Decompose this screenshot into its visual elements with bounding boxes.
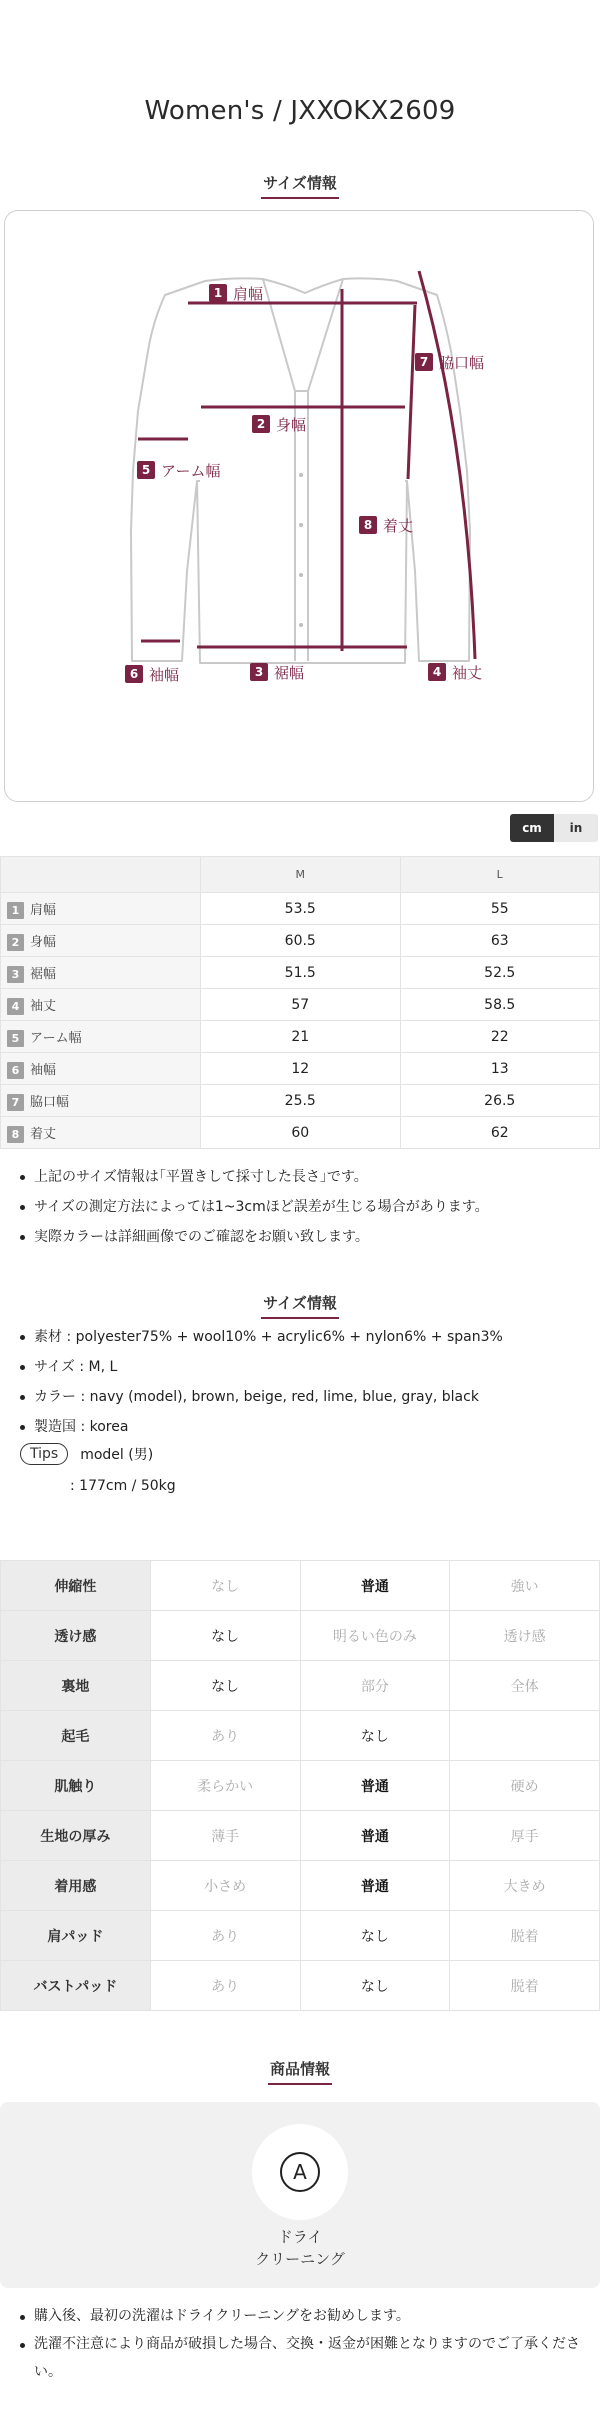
list-item: 実際カラーは詳細画像でのご確認をお願い致します。 <box>16 1222 590 1252</box>
attribute-label: 生地の厚み <box>1 1811 151 1861</box>
size-header-blank <box>1 857 201 893</box>
row-label-text: 袖丈 <box>30 998 57 1014</box>
attribute-option: 大きめ <box>450 1861 600 1911</box>
attribute-option: 柔らかい <box>150 1761 300 1811</box>
origin-item: 製造国 : korea <box>16 1412 590 1442</box>
attribute-row <box>1 1761 600 1811</box>
value-m: 12 <box>201 1053 401 1085</box>
row-label-text: 裾幅 <box>30 966 57 982</box>
value-l: 26.5 <box>400 1085 600 1117</box>
diagram-label-1: 肩幅 <box>233 285 264 303</box>
value-m: 60 <box>201 1117 401 1149</box>
care-label <box>0 2226 600 2270</box>
diagram-label-3: 裾幅 <box>274 664 305 682</box>
care-info-box <box>0 2102 600 2288</box>
attribute-option: 普通 <box>300 1561 450 1611</box>
attribute-label: 起毛 <box>1 1711 151 1761</box>
row-number: 5 <box>7 1030 24 1047</box>
diagram-label-4: 袖丈 <box>452 664 483 682</box>
value-m: 57 <box>201 989 401 1021</box>
colors-item: カラー : navy (model), brown, beige, red, lime, blue, gray, black <box>16 1382 590 1412</box>
attribute-option: なし <box>150 1561 300 1611</box>
attribute-row <box>1 1661 600 1711</box>
diagram-num-7: 7 <box>419 355 429 369</box>
cardigan-diagram <box>5 211 595 803</box>
attribute-option <box>450 1711 600 1761</box>
list-item: サイズの測定方法によっては1~3cmほど誤差が生じる場合があります。 <box>16 1192 590 1222</box>
attribute-label: 裏地 <box>1 1661 151 1711</box>
row-label-text: 袖幅 <box>30 1062 57 1078</box>
row-number: 3 <box>7 966 24 983</box>
size-notes <box>16 1162 590 1252</box>
care-label-line1: ドライ <box>277 2228 323 2246</box>
list-item: 購入後、最初の洗濯はドライクリーニングをお勧めします。 <box>16 2302 590 2330</box>
table-row <box>1 1085 600 1117</box>
table-row <box>1 1117 600 1149</box>
value-l: 62 <box>400 1117 600 1149</box>
list-item: 上記のサイズ情報は｢平置きして採寸した長さ｣です。 <box>16 1162 590 1192</box>
size-header-l: L <box>400 857 600 893</box>
diagram-label-6: 袖幅 <box>149 666 180 684</box>
diagram-num-4: 4 <box>432 665 442 679</box>
row-label-text: アーム幅 <box>30 1030 82 1046</box>
row-label-text: 肩幅 <box>30 902 57 918</box>
tips-row <box>20 1443 153 1465</box>
value-l: 52.5 <box>400 957 600 989</box>
row-label <box>1 893 201 925</box>
care-label-line2: クリーニング <box>255 2250 345 2268</box>
attribute-option: 普通 <box>300 1861 450 1911</box>
value-m: 53.5 <box>201 893 401 925</box>
list-item: 洗濯不注意により商品が破損した場合、交換・返金が困難となりますのでご了承ください。 <box>16 2330 590 2386</box>
table-row <box>1 1053 600 1085</box>
tips-model-measure: : 177cm / 50kg <box>70 1478 176 1494</box>
value-l: 58.5 <box>400 989 600 1021</box>
attribute-option: 強い <box>450 1561 600 1611</box>
unit-cm-button[interactable]: cm <box>510 814 554 842</box>
table-row <box>1 1021 600 1053</box>
attribute-row <box>1 1711 600 1761</box>
attribute-option: 透け感 <box>450 1611 600 1661</box>
value-m: 51.5 <box>201 957 401 989</box>
diagram-label-5: アーム幅 <box>161 462 221 480</box>
attribute-option: あり <box>150 1911 300 1961</box>
value-m: 60.5 <box>201 925 401 957</box>
attribute-row <box>1 1811 600 1861</box>
value-l: 63 <box>400 925 600 957</box>
sizes-item: サイズ : M, L <box>16 1352 590 1382</box>
attribute-option: 部分 <box>300 1661 450 1711</box>
tips-badge: Tips <box>20 1443 68 1465</box>
care-notes <box>16 2302 590 2386</box>
row-label <box>1 1085 201 1117</box>
row-label <box>1 1053 201 1085</box>
diagram-num-3: 3 <box>254 665 264 679</box>
row-label <box>1 1117 201 1149</box>
care-icon-circle <box>252 2124 348 2220</box>
attribute-option: 小さめ <box>150 1861 300 1911</box>
size-table-header <box>1 857 600 893</box>
row-number: 1 <box>7 902 24 919</box>
attribute-label: 着用感 <box>1 1861 151 1911</box>
size-info-heading: サイズ情報 <box>0 1292 600 1319</box>
attribute-option: 厚手 <box>450 1811 600 1861</box>
attribute-row <box>1 1861 600 1911</box>
table-row <box>1 989 600 1021</box>
table-row <box>1 925 600 957</box>
diagram-label-8: 着丈 <box>383 517 414 535</box>
attribute-option: なし <box>300 1911 450 1961</box>
value-l: 22 <box>400 1021 600 1053</box>
size-header-m: M <box>201 857 401 893</box>
diagram-label-7: 脇口幅 <box>439 354 485 372</box>
diagram-num-1: 1 <box>213 286 223 300</box>
row-number: 7 <box>7 1094 24 1111</box>
attribute-option: なし <box>300 1961 450 2011</box>
table-row <box>1 957 600 989</box>
tips-model: model (男) <box>80 1447 154 1463</box>
attribute-row <box>1 1611 600 1661</box>
value-m: 25.5 <box>201 1085 401 1117</box>
diagram-num-6: 6 <box>129 667 139 681</box>
attribute-option: 脱着 <box>450 1961 600 2011</box>
size-section-heading: サイズ情報 <box>0 172 600 199</box>
product-info-heading: 商品情報 <box>0 2058 600 2085</box>
row-label <box>1 989 201 1021</box>
attribute-label: 透け感 <box>1 1611 151 1661</box>
row-label-text: 身幅 <box>30 934 57 950</box>
row-label-text: 脇口幅 <box>30 1094 70 1110</box>
row-number: 4 <box>7 998 24 1015</box>
attribute-option: なし <box>300 1711 450 1761</box>
size-diagram <box>4 210 594 802</box>
attribute-option: なし <box>150 1611 300 1661</box>
product-title: Women's / JXXOKX2609 <box>144 96 456 126</box>
row-label <box>1 957 201 989</box>
value-m: 21 <box>201 1021 401 1053</box>
unit-in-button[interactable]: in <box>554 814 598 842</box>
row-label <box>1 1021 201 1053</box>
product-spec-list <box>16 1322 590 1442</box>
row-number: 6 <box>7 1062 24 1079</box>
diagram-num-8: 8 <box>363 518 373 532</box>
attribute-label: 肩パッド <box>1 1911 151 1961</box>
attribute-label: 肌触り <box>1 1761 151 1811</box>
value-l: 55 <box>400 893 600 925</box>
attribute-option: あり <box>150 1961 300 2011</box>
attribute-option: 硬め <box>450 1761 600 1811</box>
attribute-option: あり <box>150 1711 300 1761</box>
fabric-attribute-table <box>0 1560 600 2011</box>
attribute-option: なし <box>150 1661 300 1711</box>
row-label <box>1 925 201 957</box>
attribute-option: 普通 <box>300 1761 450 1811</box>
dry-clean-icon: A <box>280 2152 320 2192</box>
attribute-row <box>1 1911 600 1961</box>
size-table <box>0 856 600 1149</box>
row-number: 2 <box>7 934 24 951</box>
attribute-option: 薄手 <box>150 1811 300 1861</box>
row-label-text: 着丈 <box>30 1126 57 1142</box>
attribute-option: 普通 <box>300 1811 450 1861</box>
attribute-row <box>1 1561 600 1611</box>
attribute-option: 明るい色のみ <box>300 1611 450 1661</box>
diagram-num-5: 5 <box>141 463 151 477</box>
attribute-option: 全体 <box>450 1661 600 1711</box>
attribute-label: バストパッド <box>1 1961 151 2011</box>
row-number: 8 <box>7 1126 24 1143</box>
attribute-label: 伸縮性 <box>1 1561 151 1611</box>
material-item: 素材 : polyester75% + wool10% + acrylic6% + nylon6% + span3% <box>16 1322 590 1352</box>
attribute-row <box>1 1961 600 2011</box>
table-row <box>1 893 600 925</box>
diagram-num-2: 2 <box>256 417 266 431</box>
value-l: 13 <box>400 1053 600 1085</box>
diagram-label-2: 身幅 <box>276 416 307 434</box>
unit-toggle <box>510 814 598 842</box>
attribute-option: 脱着 <box>450 1911 600 1961</box>
